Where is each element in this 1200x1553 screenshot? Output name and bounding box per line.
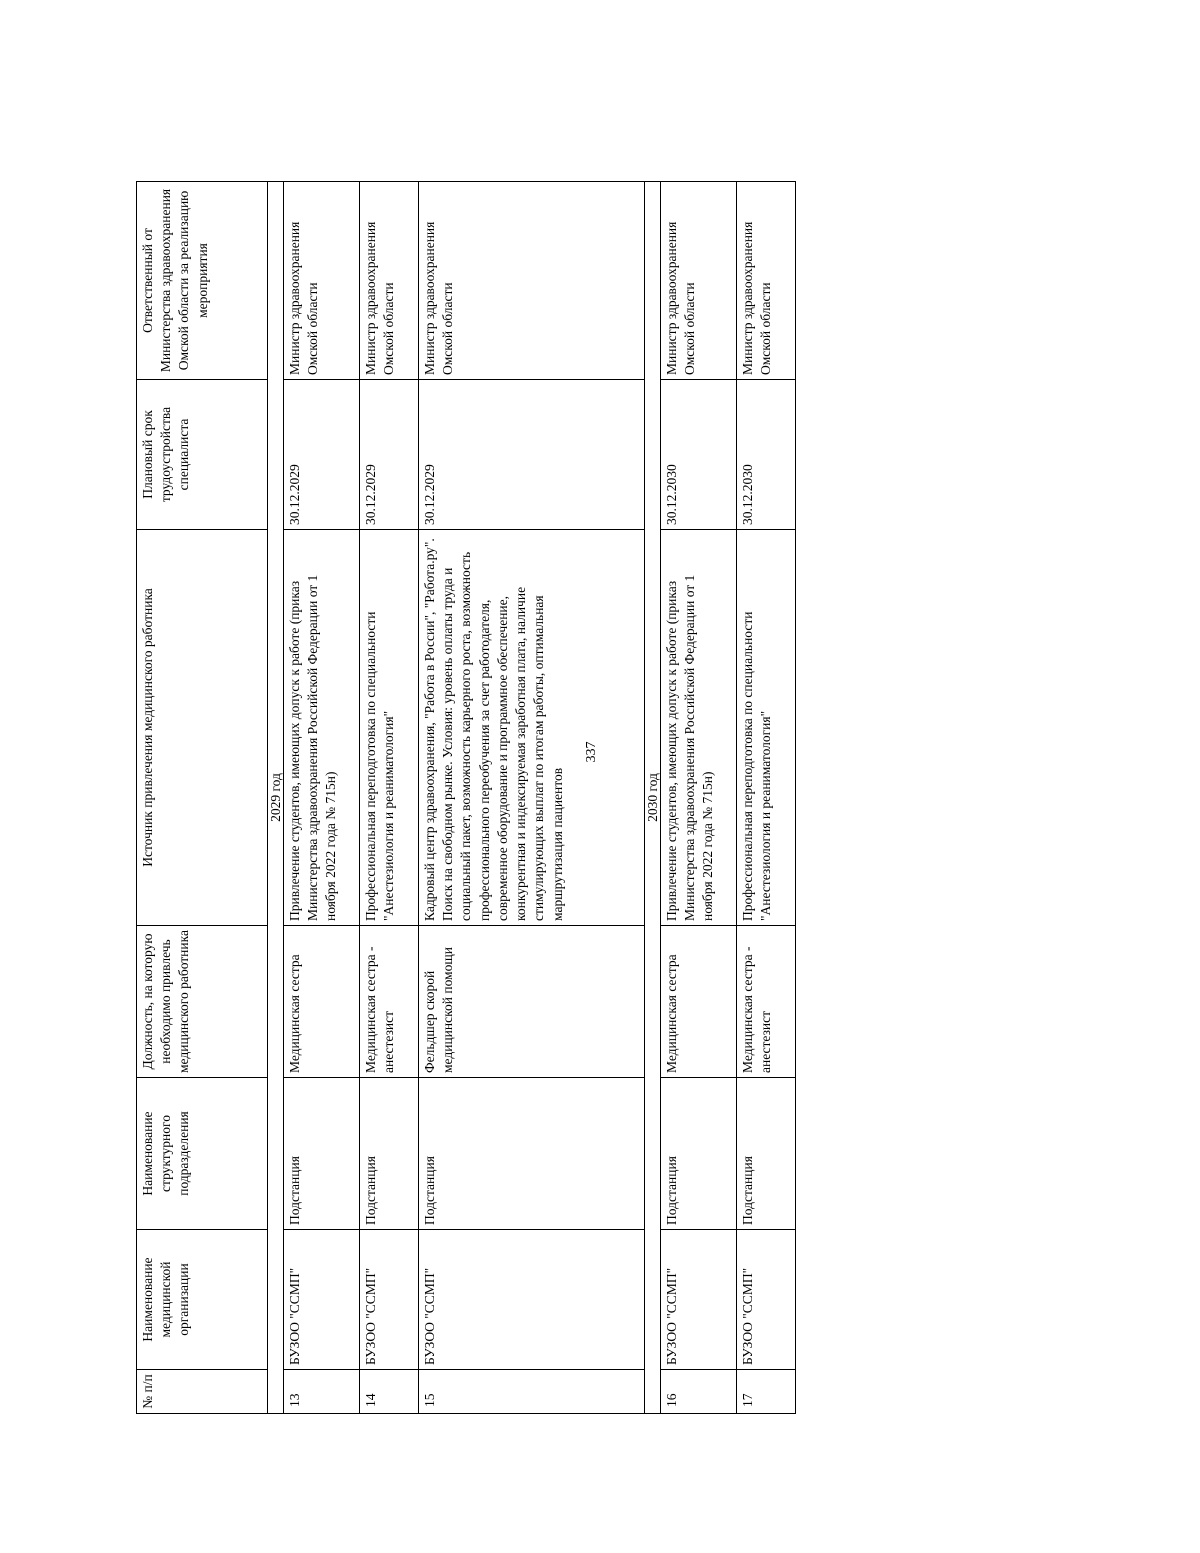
row-position: Медицинская сестра - анестезист — [737, 926, 796, 1078]
row-source: Профессиональная переподготовка по специальности "Анестезиология и реаниматология" — [737, 530, 796, 926]
row-deadline: 30.12.2029 — [360, 380, 419, 530]
row-org: БУЗОО "ССМП" — [419, 1230, 645, 1370]
header-org: Наименование медицинской организации — [137, 1230, 268, 1370]
header-deadline: Плановый срок трудоустройства специалиста — [137, 380, 268, 530]
row-division: Подстанция — [360, 1078, 419, 1230]
row-num: 16 — [661, 1370, 737, 1414]
header-num: № п/п — [137, 1370, 268, 1414]
row-position: Медицинская сестра - анестезист — [360, 926, 419, 1078]
row-position: Медицинская сестра — [284, 926, 360, 1078]
row-division: Подстанция — [661, 1078, 737, 1230]
row-responsible: Министр здравоохранения Омской области — [284, 182, 360, 380]
row-deadline: 30.12.2030 — [661, 380, 737, 530]
year-label: 2030 год — [645, 182, 661, 1414]
row-num: 17 — [737, 1370, 796, 1414]
row-division: Подстанция — [737, 1078, 796, 1230]
row-division: Подстанция — [284, 1078, 360, 1230]
row-responsible: Министр здравоохранения Омской области — [419, 182, 645, 380]
row-deadline: 30.12.2030 — [737, 380, 796, 530]
row-position: Медицинская сестра — [661, 926, 737, 1078]
row-source: Профессиональная переподготовка по специальности "Анестезиология и реаниматология" — [360, 530, 419, 926]
table-header-row — [137, 182, 268, 1414]
year-row — [268, 182, 284, 1414]
row-deadline: 30.12.2029 — [284, 380, 360, 530]
table-row — [419, 182, 645, 1414]
row-num: 15 — [419, 1370, 645, 1414]
table-row — [661, 182, 737, 1414]
header-position: Должность, на которую необходимо привлечь медицинского работника — [137, 926, 268, 1078]
rotated-table-container — [136, 182, 814, 1414]
page-number: 337 — [584, 741, 599, 763]
row-org: БУЗОО "ССМП" — [360, 1230, 419, 1370]
year-row — [645, 182, 661, 1414]
row-num: 14 — [360, 1370, 419, 1414]
row-responsible: Министр здравоохранения Омской области — [737, 182, 796, 380]
table-row — [737, 182, 796, 1414]
row-division: Подстанция — [419, 1078, 645, 1230]
year-label: 2029 год — [268, 182, 284, 1414]
row-position: Фельдшер скорой медицинской помощи — [419, 926, 645, 1078]
row-org: БУЗОО "ССМП" — [661, 1230, 737, 1370]
row-deadline: 30.12.2029 — [419, 380, 645, 530]
row-org: БУЗОО "ССМП" — [737, 1230, 796, 1370]
header-responsible: Ответственный от Министерства здравоохранения Омской области за реализацию мероприятия — [137, 182, 268, 380]
row-source: Привлечение студентов, имеющих допуск к работе (приказ Министерства здравоохранения Российской Федерации от 1 ноября 2022 года № 715н) — [661, 530, 737, 926]
header-source: Источник привлечения медицинского работника — [137, 530, 268, 926]
header-division: Наименование структурного подразделения — [137, 1078, 268, 1230]
row-responsible: Министр здравоохранения Омской области — [661, 182, 737, 380]
row-org: БУЗОО "ССМП" — [284, 1230, 360, 1370]
table-row — [360, 182, 419, 1414]
table-row — [284, 182, 360, 1414]
row-responsible: Министр здравоохранения Омской области — [360, 182, 419, 380]
row-source: Кадровый центр здравоохранения, "Работа в России", "Работа.ру". Поиск на свободном рынке. Условия: уровень оплаты труда и социальный пакет, возможность карьерного роста, возможность профессионального переобучения за счет работодателя, современное оборудование и программное обеспечение, конкурентная и индексируемая заработная плата, наличие стимулирующих выплат по итогам работы, оптимальная маршрутизация пациентов — [419, 530, 645, 926]
recruitment-table — [136, 181, 796, 1414]
row-source: Привлечение студентов, имеющих допуск к работе (приказ Министерства здравоохранения Российской Федерации от 1 ноября 2022 года № 715н) — [284, 530, 360, 926]
row-num: 13 — [284, 1370, 360, 1414]
